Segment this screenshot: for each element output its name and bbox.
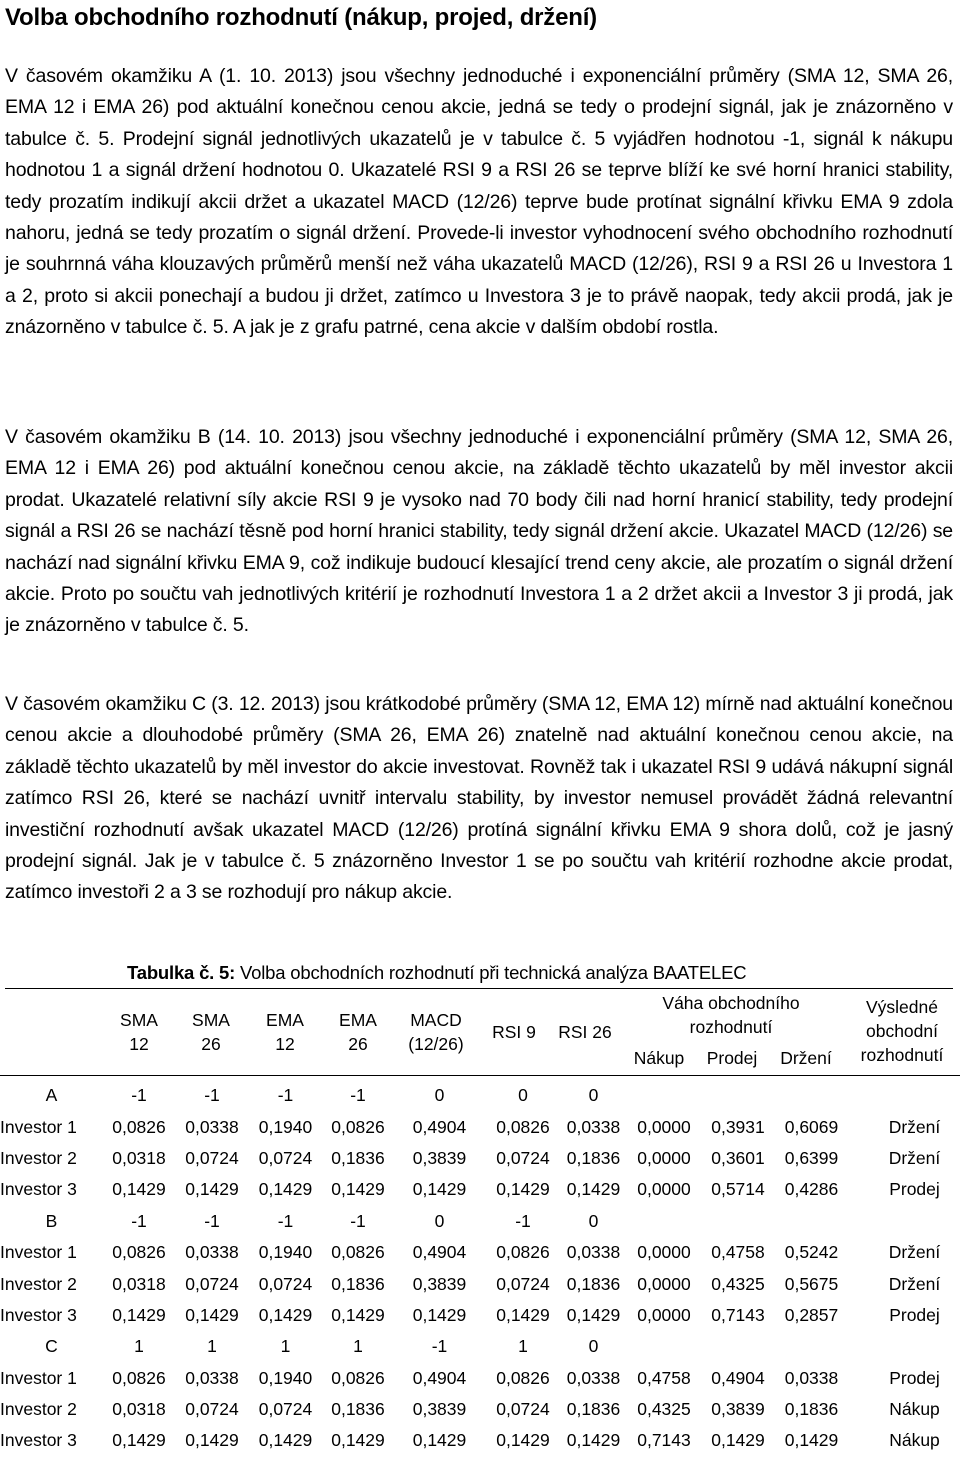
weight-hold: 0,5675 — [784, 1273, 839, 1294]
criterion-value: 0,0318 — [112, 1399, 166, 1420]
table-top-rule — [5, 988, 953, 989]
criterion-value: 0,0338 — [566, 1242, 621, 1263]
criterion-value: 0,0338 — [185, 1116, 239, 1137]
criterion-value: 0,1940 — [258, 1116, 313, 1137]
weight-hold: 0,0338 — [784, 1367, 839, 1388]
weight-sell: 0,3931 — [711, 1116, 765, 1137]
header-rsi9: RSI 9 — [492, 1022, 536, 1042]
criterion-value: 1 — [353, 1336, 363, 1357]
criterion-value: 0 — [588, 1085, 599, 1106]
criterion-value: 0,4904 — [412, 1367, 467, 1388]
empty-cell — [626, 1206, 702, 1237]
criterion-value: 0,1429 — [412, 1179, 467, 1200]
header-hold: Držení — [780, 1048, 832, 1068]
table-header-rule — [0, 1075, 960, 1076]
criterion-value: 1 — [518, 1336, 528, 1357]
paragraph-moment-b: V časovém okamžiku B (14. 10. 2013) jsou všechny jednoduché i exponenciální průměry (SMA 12, SMA 26, EMA 12 i EMA 26) pod aktuální konečnou cenou akcie, na základě těchto ukazatelů by měl investor akcii prodat. Ukazatelé relativní síly akcie RSI 9 je vysoko nad 70 body čili nad horní hranicí stability, tedy prodejní signál a RSI 26 se nachází těsně pod horní hranici stability, tedy signál držení akcie. Ukazatel MACD (12/26) se nachází nad signální křivku EMA 9, což indikuje budoucí klesající trend ceny akcie, ale prozatím o signál držení akcie. Proto po součtu vah jednotlivých kritérií je rozhodnutí Investora 1 a 2 držet akcii a Investor 3 ji prodá, jak je znázorněno v tabulce č. 5. — [5, 426, 953, 637]
criterion-value: 0,1429 — [331, 1179, 385, 1200]
criterion-value: 0,0826 — [112, 1367, 166, 1388]
criterion-value: -1 — [515, 1210, 531, 1231]
criterion-value: 0,1836 — [566, 1273, 621, 1294]
table-row — [0, 1111, 960, 1142]
criterion-value: 0,0826 — [331, 1242, 385, 1263]
criterion-value: 0,0338 — [566, 1116, 621, 1137]
criterion-value: 0,1429 — [496, 1179, 550, 1200]
weight-hold: 0,1836 — [784, 1399, 839, 1420]
criterion-value: 0 — [434, 1210, 445, 1231]
investor-label: Investor 1 — [0, 1367, 77, 1388]
investor-label: Investor 1 — [0, 1242, 77, 1263]
header-ema26: EMA 26 — [339, 1010, 377, 1054]
investor-label: Investor 1 — [0, 1116, 77, 1137]
criterion-value: 0,0826 — [496, 1367, 550, 1388]
empty-cell — [626, 1331, 702, 1362]
weight-sell: 0,1429 — [711, 1430, 765, 1451]
criterion-value: 0,0826 — [496, 1116, 550, 1137]
empty-cell — [774, 1206, 849, 1237]
table-row — [0, 1174, 960, 1205]
criterion-value: 0,0318 — [112, 1273, 166, 1294]
table-row — [0, 1300, 960, 1331]
decision-result: Prodej — [889, 1367, 940, 1388]
header-result: Výsledné obchodní rozhodnutí — [860, 997, 944, 1065]
criterion-value: 0,0724 — [185, 1399, 239, 1420]
table-caption — [127, 962, 746, 984]
table-row — [0, 1143, 960, 1174]
criterion-value: 0,0724 — [258, 1399, 313, 1420]
weight-buy: 0,7143 — [637, 1430, 691, 1451]
criterion-value: 0,0826 — [331, 1367, 385, 1388]
table-group-row — [0, 1206, 960, 1237]
decision-result: Držení — [888, 1116, 941, 1137]
weight-sell: 0,4904 — [711, 1367, 765, 1388]
moment-label: B — [45, 1210, 58, 1231]
page-title: Volba obchodního rozhodnutí (nákup, projed, držení) — [5, 4, 597, 31]
decision-result: Nákup — [889, 1430, 940, 1451]
criterion-value: -1 — [431, 1336, 448, 1357]
moment-label: A — [45, 1085, 58, 1106]
investor-label: Investor 2 — [0, 1147, 77, 1168]
criterion-value: 1 — [207, 1336, 217, 1357]
criterion-value: 0,0338 — [185, 1242, 239, 1263]
criterion-value: 0,1429 — [566, 1179, 621, 1200]
criterion-value: 0 — [518, 1085, 528, 1106]
criterion-value: 0,1940 — [258, 1242, 313, 1263]
criterion-value: 0,1429 — [412, 1430, 467, 1451]
weight-buy: 0,0000 — [637, 1242, 691, 1263]
criterion-value: 0,1836 — [331, 1273, 385, 1294]
table-row — [0, 1363, 960, 1394]
criterion-value: 0,1429 — [185, 1304, 239, 1325]
criterion-value: 0,0826 — [112, 1242, 166, 1263]
criterion-value: 0,1429 — [496, 1430, 550, 1451]
table-row — [0, 1425, 960, 1456]
criterion-value: 0,0724 — [258, 1273, 313, 1294]
criterion-value: 0 — [434, 1085, 445, 1106]
empty-cell — [702, 1206, 774, 1237]
criterion-value: 0,0826 — [112, 1116, 166, 1137]
criterion-value: -1 — [350, 1085, 366, 1106]
header-sma12: SMA 12 — [120, 1010, 158, 1054]
criterion-value: -1 — [350, 1210, 366, 1231]
criterion-value: -1 — [204, 1210, 220, 1231]
empty-cell — [774, 1080, 849, 1111]
table-row — [0, 1394, 960, 1425]
criterion-value: 0 — [588, 1210, 599, 1231]
empty-cell — [849, 1080, 960, 1111]
weight-hold: 0,5242 — [784, 1242, 839, 1263]
criterion-value: 0,1429 — [566, 1304, 621, 1325]
table-caption-label: Tabulka č. 5: — [127, 962, 236, 983]
criterion-value: 0,3839 — [412, 1273, 467, 1294]
investor-label: Investor 2 — [0, 1273, 77, 1294]
weight-sell: 0,5714 — [711, 1179, 765, 1200]
weight-hold: 0,4286 — [784, 1179, 839, 1200]
criterion-value: 0,4904 — [412, 1242, 467, 1263]
criterion-value: 0,1429 — [112, 1179, 166, 1200]
empty-cell — [849, 1206, 960, 1237]
weight-buy: 0,0000 — [637, 1147, 691, 1168]
header-buy: Nákup — [633, 1048, 685, 1068]
criterion-value: 0,1836 — [566, 1147, 621, 1168]
criterion-value: 0,4904 — [412, 1116, 467, 1137]
weight-hold: 0,2857 — [784, 1304, 839, 1325]
investor-label: Investor 2 — [0, 1399, 77, 1420]
criterion-value: 0,0338 — [566, 1367, 621, 1388]
empty-cell — [702, 1080, 774, 1111]
criterion-value: 0,1429 — [258, 1304, 313, 1325]
paragraph-moment-c: V časovém okamžiku C (3. 12. 2013) jsou krátkodobé průměry (SMA 12, EMA 12) mírně nad aktuální konečnou cenou akcie a dlouhodobé průměry (SMA 26, EMA 26) znatelně nad aktuální konečnou cenou akcie, na základě těchto ukazatelů by měl investor do akcie investovat. Rovněž tak i ukazatel RSI 9 udává nákupní signál zatímco RSI 26, které se nachází uvnitř intervalu stability, by investor nemusel provádět žádná relevantní investiční rozhodnutí avšak ukazatel MACD (12/26) protíná signální křivku EMA 9 shora dolů, což je jasný prodejní signál. Jak je v tabulce č. 5 znázorněno Investor 1 se po součtu vah kritérií rozhodne akcie prodat, zatímco investoři 2 a 3 se rozhodují pro nákup akcie. — [5, 693, 953, 904]
criterion-value: 0,0724 — [185, 1273, 239, 1294]
criterion-value: 0,1836 — [566, 1399, 621, 1420]
weight-hold: 0,1429 — [784, 1430, 839, 1451]
criterion-value: 0,1429 — [258, 1179, 313, 1200]
decision-table — [0, 1080, 960, 1457]
empty-cell — [774, 1331, 849, 1362]
criterion-value: 0,1429 — [331, 1304, 385, 1325]
table-group-row — [0, 1080, 960, 1111]
criterion-value: 0,0724 — [496, 1273, 550, 1294]
criterion-value: -1 — [277, 1210, 294, 1231]
paragraph-moment-a: V časovém okamžiku A (1. 10. 2013) jsou všechny jednoduché i exponenciální průměry (SMA 12, SMA 26, EMA 12 i EMA 26) pod aktuální konečnou cenou akcie, jedná se tedy o prodejní signál, jak je znázorněno v tabulce č. 5. Prodejní signál jednotlivých ukazatelů je v tabulce č. 5 vyjádřen hodnotou -1, signál k nákupu hodnotou 1 a signál držení hodnotou 0. Ukazatelé RSI 9 a RSI 26 se teprve blíží ke své horní hranici stability, tedy prozatím indikují akcii držet a ukazatel MACD (12/26) teprve bude protínat signální křivku EMA 9 zdola nahoru, jedná se tedy prozatím o signál držení. Provede-li investor vyhodnocení svého obchodního rozhodnutí je souhrnná váha klouzavých průměrů menší než váha ukazatelů MACD (12/26), RSI 9 a RSI 26 u Investora 1 a 2, proto si akcii ponechají a budou ji držet, zatímco u Investora 3 je to právě naopak, tedy akcii prodá, jak je znázorněno v tabulce č. 5. A jak je z grafu patrné, cena akcie v dalším období rostla. — [5, 65, 953, 339]
criterion-value: 1 — [134, 1336, 144, 1357]
table-row — [0, 1268, 960, 1299]
criterion-value: 0,0724 — [496, 1399, 550, 1420]
criterion-value: 0,1429 — [258, 1430, 313, 1451]
decision-result: Držení — [888, 1147, 941, 1168]
weight-buy: 0,4325 — [637, 1399, 691, 1420]
criterion-value: 0,1429 — [412, 1304, 467, 1325]
weight-sell: 0,3601 — [711, 1147, 765, 1168]
weight-buy: 0,0000 — [637, 1304, 691, 1325]
decision-result: Prodej — [889, 1179, 940, 1200]
empty-cell — [849, 1331, 960, 1362]
table-caption-text: Volba obchodních rozhodnutí při technická analýza BAATELEC — [235, 962, 747, 983]
criterion-value: 0,1429 — [331, 1430, 385, 1451]
criterion-value: 0,1940 — [258, 1367, 313, 1388]
header-weight-group: Váha obchodního rozhodnutí — [662, 993, 800, 1037]
criterion-value: -1 — [277, 1085, 294, 1106]
header-sma26: SMA 26 — [192, 1010, 230, 1054]
header-ema12: EMA 12 — [266, 1010, 304, 1054]
criterion-value: 0,1429 — [185, 1430, 239, 1451]
criterion-value: 0,0318 — [112, 1147, 166, 1168]
criterion-value: 0,1429 — [112, 1304, 166, 1325]
weight-sell: 0,4758 — [711, 1242, 765, 1263]
criterion-value: 0,0724 — [496, 1147, 550, 1168]
header-sell: Prodej — [706, 1048, 758, 1068]
moment-label: C — [45, 1336, 58, 1357]
criterion-value: 0 — [588, 1336, 599, 1357]
header-macd: MACD (12/26) — [408, 1010, 464, 1054]
decision-result: Prodej — [889, 1304, 940, 1325]
criterion-value: 0,0338 — [185, 1367, 239, 1388]
criterion-value: 0,1429 — [496, 1304, 550, 1325]
empty-cell — [702, 1331, 774, 1362]
weight-buy: 0,4758 — [637, 1367, 691, 1388]
decision-result: Držení — [888, 1242, 941, 1263]
criterion-value: 0,1836 — [331, 1147, 385, 1168]
weight-sell: 0,3839 — [711, 1399, 765, 1420]
criterion-value: 0,1429 — [185, 1179, 239, 1200]
table-row — [0, 1237, 960, 1268]
criterion-value: 0,0724 — [258, 1147, 313, 1168]
criterion-value: 0,3839 — [412, 1147, 467, 1168]
criterion-value: 0,1429 — [112, 1430, 166, 1451]
criterion-value: -1 — [131, 1085, 147, 1106]
investor-label: Investor 3 — [0, 1179, 77, 1200]
criterion-value: 0,1836 — [331, 1399, 385, 1420]
weight-buy: 0,0000 — [637, 1273, 691, 1294]
decision-result: Nákup — [889, 1399, 940, 1420]
criterion-value: 0,0826 — [496, 1242, 550, 1263]
criterion-value: 0,0724 — [185, 1147, 239, 1168]
decision-result: Držení — [888, 1273, 941, 1294]
criterion-value: 0,1429 — [566, 1430, 621, 1451]
table-group-row — [0, 1331, 960, 1362]
weight-hold: 0,6399 — [784, 1147, 839, 1168]
weight-sell: 0,7143 — [711, 1304, 765, 1325]
investor-label: Investor 3 — [0, 1304, 77, 1325]
weight-buy: 0,0000 — [637, 1116, 691, 1137]
criterion-value: -1 — [204, 1085, 220, 1106]
weight-sell: 0,4325 — [711, 1273, 765, 1294]
weight-hold: 0,6069 — [784, 1116, 839, 1137]
criterion-value: -1 — [131, 1210, 147, 1231]
weight-buy: 0,0000 — [637, 1179, 691, 1200]
criterion-value: 1 — [280, 1336, 291, 1357]
criterion-value: 0,0826 — [331, 1116, 385, 1137]
criterion-value: 0,3839 — [412, 1399, 467, 1420]
empty-cell — [626, 1080, 702, 1111]
investor-label: Investor 3 — [0, 1430, 77, 1451]
header-rsi26: RSI 26 — [558, 1022, 612, 1042]
